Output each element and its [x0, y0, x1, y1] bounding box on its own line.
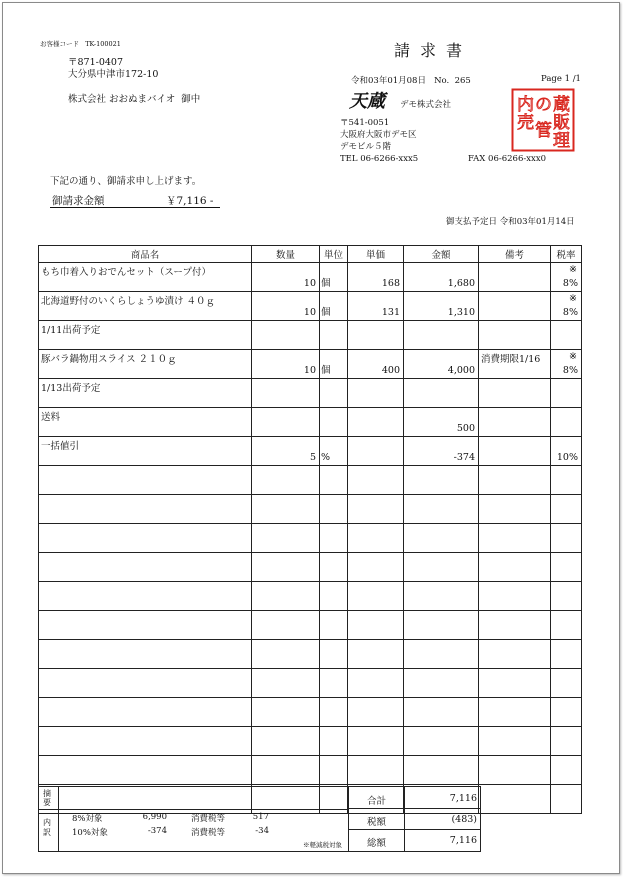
table-cell — [39, 263, 252, 292]
table-cell — [551, 292, 582, 321]
table-cell — [348, 321, 404, 350]
item-reduced-mark: ※ — [569, 264, 577, 275]
table-cell — [320, 321, 348, 350]
table-row — [39, 582, 582, 611]
item-name: 送料 — [41, 412, 61, 423]
footer-left — [38, 786, 349, 852]
rate8-tax-label: 消費税等 — [191, 814, 226, 824]
table-cell — [39, 553, 252, 582]
table-cell — [348, 582, 404, 611]
item-tax-rate: 8% — [562, 307, 578, 318]
table-row — [39, 495, 582, 524]
table-cell — [320, 408, 348, 437]
item-amount: 500 — [456, 423, 475, 434]
table-cell — [551, 785, 582, 814]
table-cell — [39, 408, 252, 437]
table-cell — [39, 466, 252, 495]
item-reduced-mark: ※ — [569, 293, 577, 304]
table-row — [39, 263, 582, 292]
table-cell — [479, 437, 551, 466]
item-amount: 4,000 — [447, 365, 475, 376]
table-cell — [404, 495, 479, 524]
table-cell — [348, 379, 404, 408]
table-cell — [252, 350, 320, 379]
table-cell — [348, 408, 404, 437]
item-unit-price: 131 — [381, 307, 400, 318]
table-cell — [252, 669, 320, 698]
table-row — [39, 727, 582, 756]
breakdown-label: 内訳 — [43, 818, 51, 837]
customer-address: 大分県中津市172-10 — [68, 69, 159, 80]
table-cell — [252, 756, 320, 785]
table-row — [39, 321, 582, 350]
table-cell — [320, 640, 348, 669]
total-label: 総額 — [367, 838, 387, 849]
svg-text:蔵: 蔵 — [553, 95, 570, 115]
table-cell — [320, 756, 348, 785]
table-cell — [348, 437, 404, 466]
table-row — [39, 611, 582, 640]
table-cell — [479, 669, 551, 698]
table-cell — [39, 756, 252, 785]
table-cell — [551, 466, 582, 495]
table-cell — [551, 698, 582, 727]
svg-text:内: 内 — [517, 95, 534, 115]
customer-postal: 〒871-0407 — [68, 57, 124, 68]
item-name: もち巾着入りおでんセット（スープ付） — [41, 267, 211, 278]
header-cell: 商品名 — [39, 246, 252, 263]
item-unit-price: 400 — [381, 365, 400, 376]
table-cell — [479, 379, 551, 408]
table-cell — [348, 669, 404, 698]
customer-code: お客様コード TK-100021 — [40, 40, 121, 48]
table-cell — [551, 727, 582, 756]
table-cell — [348, 698, 404, 727]
issuer-postal: 〒541-0051 — [340, 118, 390, 128]
table-header-row — [39, 246, 582, 263]
item-quantity: 10 — [303, 278, 316, 289]
table-cell — [551, 437, 582, 466]
table-cell — [252, 292, 320, 321]
table-cell — [404, 466, 479, 495]
table-cell — [404, 640, 479, 669]
rate10-tax-label: 消費税等 — [191, 828, 226, 838]
item-quantity: 10 — [303, 307, 316, 318]
table-cell — [348, 350, 404, 379]
item-amount: 1,680 — [447, 278, 475, 289]
table-cell — [479, 785, 551, 814]
table-cell — [404, 727, 479, 756]
document-title: 請求書 — [394, 41, 473, 60]
table-cell — [479, 582, 551, 611]
table-cell — [479, 756, 551, 785]
item-unit: % — [321, 452, 331, 463]
item-tax-rate: 8% — [562, 365, 578, 376]
table-cell — [404, 756, 479, 785]
table-cell — [348, 553, 404, 582]
table-cell — [252, 611, 320, 640]
intro-text: 下記の通り、御請求申し上げます。 — [50, 176, 202, 187]
table-cell — [39, 640, 252, 669]
table-row — [39, 553, 582, 582]
item-note: 消費期限1/16 — [481, 354, 541, 365]
table-cell — [348, 727, 404, 756]
document-date: 令和03年01月08日 No. 265 — [351, 76, 471, 86]
table-cell — [551, 611, 582, 640]
header-cell: 金額 — [404, 246, 479, 263]
issuer-fax: FAX 06-6266-xxx0 — [468, 154, 547, 164]
table-cell — [39, 524, 252, 553]
table-cell — [479, 263, 551, 292]
table-cell — [404, 292, 479, 321]
table-cell — [479, 727, 551, 756]
svg-text:天蔵: 天蔵 — [349, 91, 385, 112]
table-cell — [551, 524, 582, 553]
table-cell — [479, 640, 551, 669]
header-cell: 単位 — [320, 246, 348, 263]
logo-icon — [348, 90, 394, 112]
table-cell — [252, 698, 320, 727]
item-unit-price: 168 — [381, 278, 400, 289]
issuer-tel: TEL 06-6266-xxx5 — [340, 154, 419, 164]
customer-name: 株式会社 おおぬまバイオ 御中 — [68, 94, 201, 105]
rate10-tax: -34 — [255, 826, 269, 836]
table-cell — [39, 727, 252, 756]
table-row — [39, 437, 582, 466]
svg-text:売: 売 — [517, 113, 534, 133]
table-cell — [252, 582, 320, 611]
table-cell — [551, 408, 582, 437]
table-cell — [252, 321, 320, 350]
issuer-company: デモ株式会社 — [400, 100, 452, 110]
issuer-address1: 大阪府大阪市デモ区 — [340, 130, 417, 140]
table-cell — [551, 321, 582, 350]
table-row — [39, 756, 582, 785]
table-cell — [252, 524, 320, 553]
table-cell — [320, 495, 348, 524]
table-cell — [479, 611, 551, 640]
table-cell — [348, 524, 404, 553]
table-cell — [39, 437, 252, 466]
table-cell — [348, 611, 404, 640]
table-cell — [252, 495, 320, 524]
item-name: 豚バラ鍋物用スライス ２１０ｇ — [41, 354, 177, 365]
table-cell — [320, 669, 348, 698]
table-cell — [551, 640, 582, 669]
table-cell — [479, 466, 551, 495]
table-cell — [551, 582, 582, 611]
header-cell: 備考 — [479, 246, 551, 263]
table-row — [39, 698, 582, 727]
table-cell — [252, 466, 320, 495]
table-cell — [404, 611, 479, 640]
table-cell — [404, 698, 479, 727]
item-name: 北海道野付のいくらしょうゆ漬け ４０ｇ — [41, 296, 216, 307]
items-table — [38, 245, 582, 814]
table-cell — [39, 321, 252, 350]
table-cell — [551, 379, 582, 408]
table-row — [39, 292, 582, 321]
page-number: Page 1 /1 — [541, 74, 581, 84]
item-tax-rate: 10% — [556, 452, 578, 463]
table-cell — [551, 263, 582, 292]
header-cell: 数量 — [252, 246, 320, 263]
table-row — [39, 350, 582, 379]
table-cell — [348, 640, 404, 669]
table-cell — [252, 379, 320, 408]
table-cell — [320, 553, 348, 582]
table-cell — [404, 321, 479, 350]
table-cell — [39, 350, 252, 379]
table-cell — [320, 466, 348, 495]
table-cell — [320, 611, 348, 640]
rate10-value: -374 — [147, 826, 167, 836]
table-cell — [252, 408, 320, 437]
table-cell — [479, 698, 551, 727]
table-cell — [404, 553, 479, 582]
table-cell — [551, 756, 582, 785]
rate8-value: 6,990 — [142, 812, 167, 822]
remarks-label: 摘要 — [43, 789, 51, 807]
rate8-label: 8%対象 — [72, 814, 103, 824]
table-cell — [404, 437, 479, 466]
table-cell — [252, 553, 320, 582]
svg-text:販: 販 — [553, 113, 570, 133]
rate10-label: 10%対象 — [72, 828, 108, 838]
table-row — [39, 408, 582, 437]
item-quantity: 10 — [303, 365, 316, 376]
company-seal — [511, 88, 575, 152]
table-cell — [479, 524, 551, 553]
item-unit: 個 — [321, 365, 331, 376]
table-cell — [551, 669, 582, 698]
table-cell — [39, 611, 252, 640]
subtotal-value: 7,116 — [449, 793, 477, 804]
table-cell — [404, 669, 479, 698]
table-cell — [320, 263, 348, 292]
table-cell — [551, 553, 582, 582]
table-cell — [479, 495, 551, 524]
table-cell — [348, 495, 404, 524]
table-cell — [320, 350, 348, 379]
table-cell — [348, 263, 404, 292]
table-cell — [320, 698, 348, 727]
rate8-tax: 517 — [252, 812, 269, 822]
table-cell — [479, 321, 551, 350]
item-unit: 個 — [321, 278, 331, 289]
table-cell — [404, 408, 479, 437]
issuer-address2: デモビル５階 — [340, 142, 392, 152]
table-cell — [39, 495, 252, 524]
table-cell — [551, 495, 582, 524]
table-cell — [320, 727, 348, 756]
svg-text:理: 理 — [553, 131, 570, 151]
table-cell — [39, 292, 252, 321]
table-row — [39, 669, 582, 698]
table-cell — [551, 350, 582, 379]
billing-amount-value: ￥7,116 - — [166, 195, 214, 207]
item-amount: 1,310 — [447, 307, 475, 318]
table-cell — [404, 582, 479, 611]
table-cell — [39, 698, 252, 727]
table-cell — [479, 408, 551, 437]
table-row — [39, 466, 582, 495]
table-cell — [404, 263, 479, 292]
due-date: 御支払予定日 令和03年01月14日 — [446, 217, 575, 227]
table-cell — [252, 263, 320, 292]
table-cell — [479, 553, 551, 582]
item-tax-rate: 8% — [562, 278, 578, 289]
table-cell — [404, 350, 479, 379]
billing-amount-label: 御請求金額 — [52, 195, 105, 207]
table-cell — [252, 727, 320, 756]
table-cell — [348, 466, 404, 495]
header-cell: 税率 — [551, 246, 582, 263]
item-name: 一括値引 — [41, 441, 80, 452]
table-cell — [320, 582, 348, 611]
table-cell — [320, 437, 348, 466]
table-cell — [320, 292, 348, 321]
subtotal-label: 合計 — [367, 796, 387, 807]
table-row — [39, 524, 582, 553]
table-cell — [252, 640, 320, 669]
item-name: 1/11出荷予定 — [41, 325, 101, 336]
item-amount: -374 — [453, 452, 475, 463]
table-cell — [39, 379, 252, 408]
header-cell: 単価 — [348, 246, 404, 263]
table-cell — [348, 756, 404, 785]
table-cell — [320, 524, 348, 553]
billing-amount — [50, 192, 220, 208]
item-quantity: 5 — [309, 452, 316, 463]
table-cell — [252, 437, 320, 466]
svg-text:の: の — [535, 95, 552, 115]
table-cell — [404, 524, 479, 553]
reduced-tax-note: ※軽減税対象 — [303, 841, 342, 849]
item-reduced-mark: ※ — [569, 351, 577, 362]
table-row — [39, 640, 582, 669]
svg-text:管: 管 — [535, 121, 552, 141]
total-value: 7,116 — [449, 835, 477, 846]
table-cell — [348, 292, 404, 321]
item-name: 1/13出荷予定 — [41, 383, 101, 394]
footer-totals — [348, 786, 481, 852]
table-cell — [479, 292, 551, 321]
table-row — [39, 379, 582, 408]
tax-value: (483) — [451, 814, 477, 825]
table-cell — [320, 379, 348, 408]
table-cell — [39, 669, 252, 698]
table-cell — [479, 350, 551, 379]
table-cell — [404, 379, 479, 408]
tax-label: 税額 — [367, 817, 387, 828]
table-cell — [39, 582, 252, 611]
item-unit: 個 — [321, 307, 331, 318]
company-logo — [348, 90, 394, 116]
